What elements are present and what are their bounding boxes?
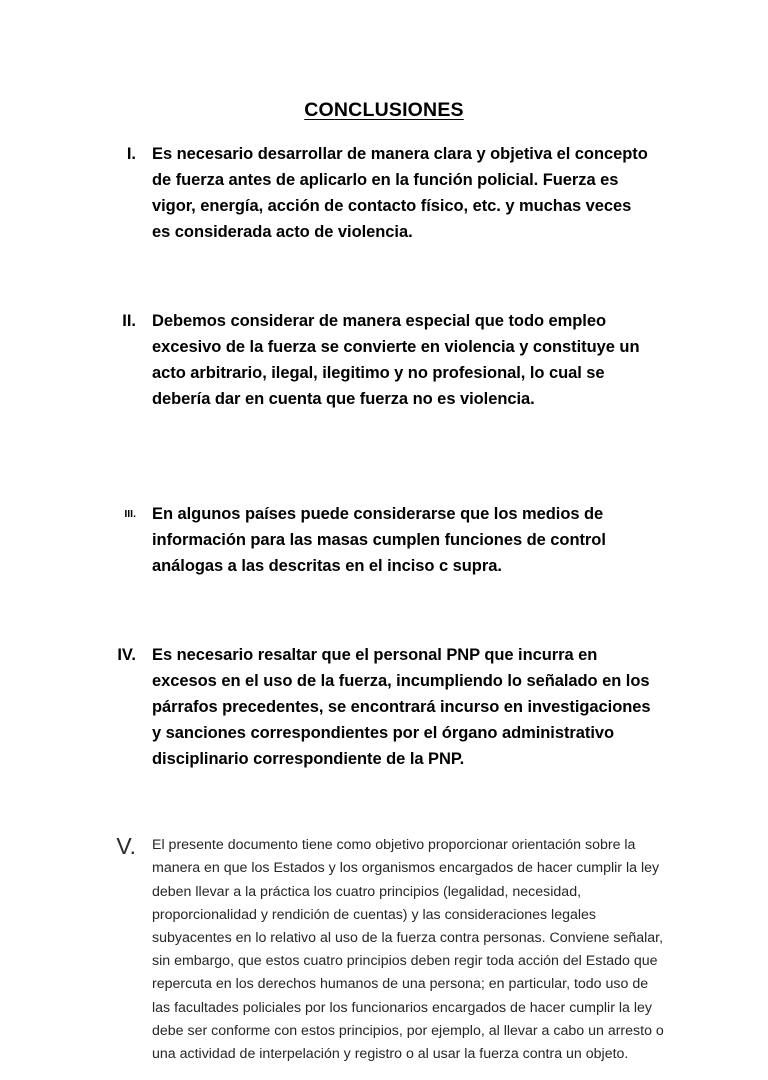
spacer (0, 788, 768, 820)
list-item-iii (0, 501, 768, 579)
list-item-v (0, 834, 768, 1066)
list-item-text: Es necesario resaltar que el personal PNP que incurra en excesos en el uso de la fuerza, incumpliendo lo señalado en los párrafos precedentes, se encontrará incurso en investigaciones y sanciones correspondientes por el órgano administrativo disciplinario correspondiente de la PNP. (152, 645, 656, 768)
page-title (0, 99, 768, 122)
spacer (0, 261, 768, 291)
list-item-ii (0, 308, 768, 412)
list-item-marker: V. (116, 833, 136, 860)
list-item-text: El presente documento tiene como objetivo proporcionar orientación sobre la manera en que los Estados y los organismos encargados de hacer cumplir la ley deben llevar a la práctica los cuatro principios (legalidad, necesidad, proporcionalidad y rendición de cuentas) y las consideraciones legales subyacentes en lo relativo al uso de la fuerza contra personas. Conviene señalar, sin embargo, que estos cuatro principios deben regir toda acción del Estado que repercuta en los derechos humanos de una persona; en particular, todo uso de las facultades policiales por los funcionarios encargados de hacer cumplir la ley debe ser conforme con estos principios, por ejemplo, al llevar a cabo un arresto o una actividad de interpelación y registro o al usar la fuerza contra un objeto. (152, 837, 668, 1063)
list-item-text: Es necesario desarrollar de manera clara y objetiva el concepto de fuerza antes de aplicarlo en la función policial. Fuerza es vigor, energía, acción de contacto físico, etc. y muchas veces es considerada acto de violencia. (152, 144, 653, 241)
page-title-text: CONCLUSIONES (304, 99, 464, 122)
list-item-text: Debemos considerar de manera especial que todo empleo excesivo de la fuerza se convierte en violencia y constituye un acto arbitrario, ilegal, ilegitimo y no profesional, lo cual se debería dar en cuenta que fuerza no es violencia. (152, 311, 645, 408)
conclusions-list (0, 124, 768, 1080)
spacer (0, 595, 768, 625)
list-item-marker: II. (122, 311, 136, 330)
list-item-iv (0, 642, 768, 772)
list-item-marker: I. (126, 144, 136, 163)
list-item-text: En algunos países puede considerarse que los medios de información para las masas cumplen funciones de control análogas a las descritas en el inciso c supra. (152, 504, 611, 575)
list-item-marker: IV. (117, 645, 136, 664)
spacer (0, 428, 768, 484)
list-item-i (0, 141, 768, 245)
list-item-marker: III. (124, 507, 136, 520)
